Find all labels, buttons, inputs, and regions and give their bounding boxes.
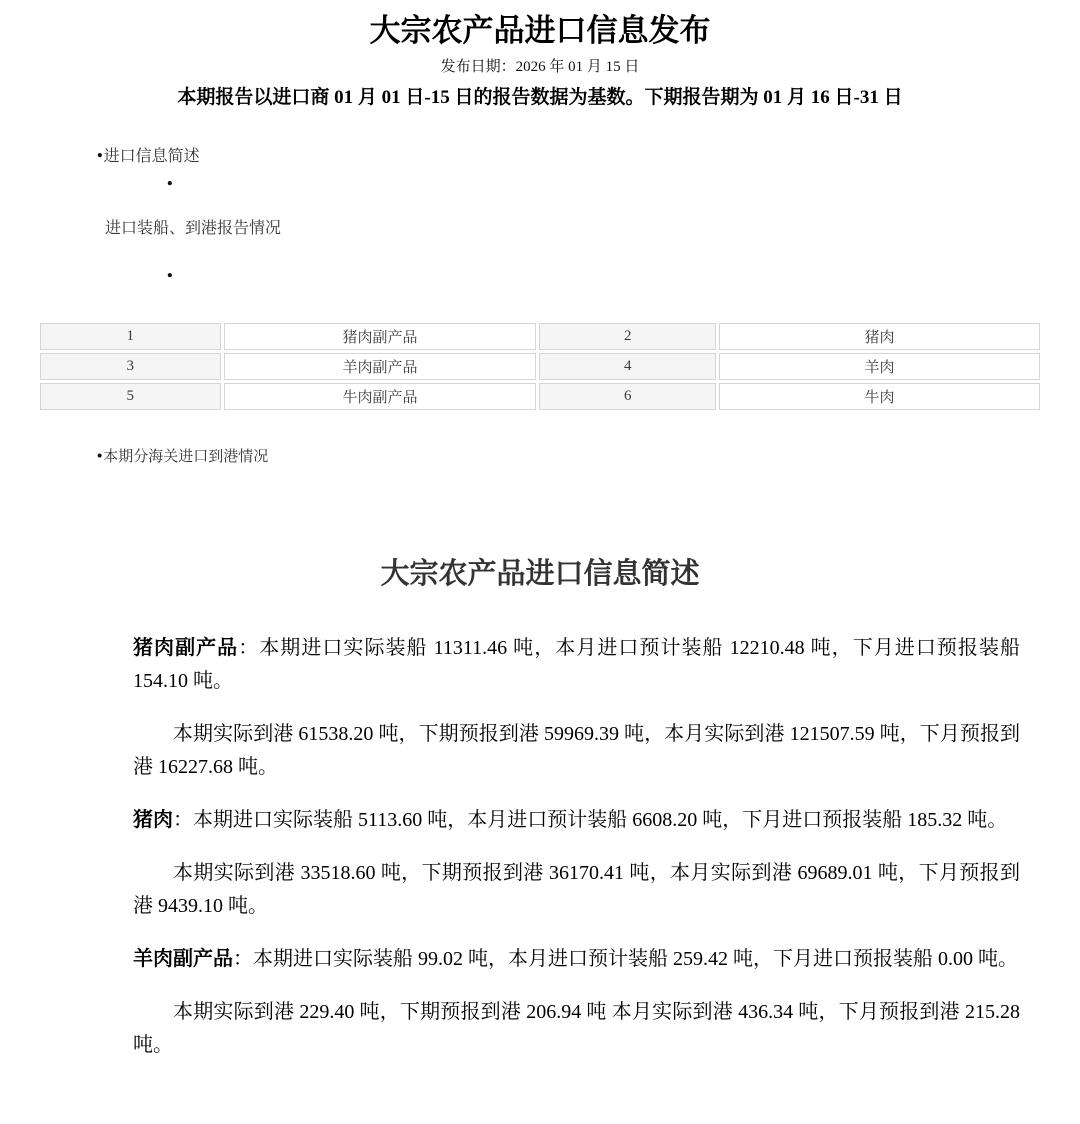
paragraph-text: 本期实际到港 229.40 吨，下期预报到港 206.94 吨 本月实际到港 436.34 吨，下月预报到港 215.28 吨。 <box>133 1001 1020 1056</box>
summary-paragraph <box>133 804 1020 837</box>
summary-paragraph <box>133 943 1020 976</box>
toc-item-label: 进口装船、到港报告情况 <box>105 220 282 237</box>
table-cell-index: 1 <box>40 323 221 350</box>
summary-paragraph <box>133 632 1020 698</box>
paragraph-text: 本期实际到港 61538.20 吨，下期预报到港 59969.39 吨，本月实际到港 121507.59 吨，下月预报到港 16227.68 吨。 <box>133 723 1020 778</box>
table-cell-index: 5 <box>40 383 221 410</box>
summary-section <box>133 632 1020 1062</box>
table-cell-index: 6 <box>539 383 716 410</box>
paragraph-text: ：本期进口实际装船 99.02 吨，本月进口预计装船 259.42 吨，下月进口预报装船 0.00 吨。 <box>233 948 1018 970</box>
table-row <box>40 383 1040 410</box>
toc-item-label: 进口信息简述 <box>103 148 200 165</box>
table-cell-product: 猪肉副产品 <box>224 323 537 350</box>
product-name-lead: 猪肉副产品 <box>133 637 239 659</box>
toc-item-customs-arrival <box>97 447 1080 468</box>
products-table <box>37 320 1043 413</box>
report-period-note: 本期报告以进口商 01 月 01 日-15 日的报告数据为基数。下期报告期为 01 月 16 日-31 日 <box>177 87 903 108</box>
page-title: 大宗农产品进口信息发布 <box>369 13 711 48</box>
toc-item-label: 本期分海关进口到港情况 <box>103 449 269 465</box>
toc-item-import-summary <box>97 146 1080 168</box>
table-row <box>40 353 1040 380</box>
table-cell-product: 牛肉 <box>719 383 1040 410</box>
paragraph-text: ：本期进口实际装船 11311.46 吨，本月进口预计装船 12210.48 吨，下月进口预报装船 154.10 吨。 <box>133 637 1021 692</box>
summary-paragraph <box>133 996 1020 1062</box>
product-name-lead: 羊肉副产品 <box>133 948 233 970</box>
table-cell-index: 4 <box>539 353 716 380</box>
table-cell-product: 牛肉副产品 <box>224 383 537 410</box>
summary-heading: 大宗农产品进口信息简述 <box>380 558 700 590</box>
publish-date: 发布日期：2026 年 01 月 15 日 <box>440 59 640 75</box>
table-cell-index: 3 <box>40 353 221 380</box>
table-cell-product: 羊肉 <box>719 353 1040 380</box>
table-cell-index: 2 <box>539 323 716 350</box>
toc-item-empty-1 <box>97 174 1080 196</box>
paragraph-text: 本期实际到港 33518.60 吨，下期预报到港 36170.41 吨，本月实际到港 69689.01 吨，下月预报到港 9439.10 吨。 <box>133 862 1020 917</box>
toc-list <box>97 146 1080 288</box>
paragraph-text: ：本期进口实际装船 5113.60 吨，本月进口预计装船 6608.20 吨，下月进口预报装船 185.32 吨。 <box>173 809 1008 831</box>
toc-item-empty-2 <box>97 266 1080 288</box>
products-table-wrap <box>37 320 1043 413</box>
summary-paragraph <box>133 718 1020 784</box>
product-name-lead: 猪肉 <box>133 809 173 831</box>
bullet-icon: • <box>166 175 173 194</box>
toc-item-shipping-report <box>97 218 1080 240</box>
bullet-icon: • <box>166 267 173 286</box>
table-row <box>40 323 1040 350</box>
table-cell-product: 羊肉副产品 <box>224 353 537 380</box>
bullet-icon: • <box>96 147 103 166</box>
table-cell-product: 猪肉 <box>719 323 1040 350</box>
summary-paragraph <box>133 857 1020 923</box>
bullet-icon: • <box>96 447 103 467</box>
